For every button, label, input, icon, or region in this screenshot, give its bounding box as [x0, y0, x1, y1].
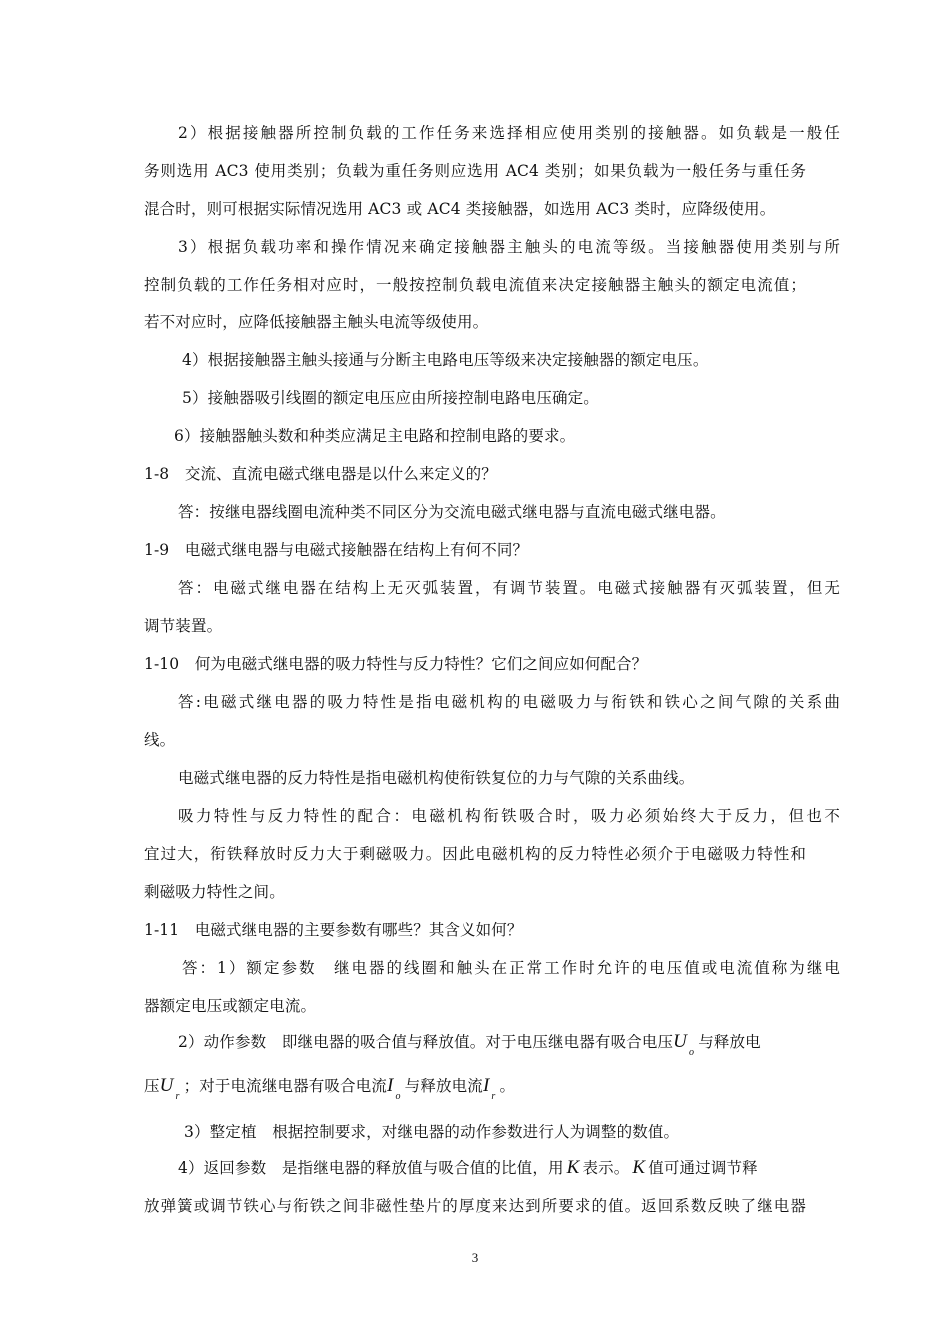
- paragraph-line: 控制负载的工作任务相对应时，一般按控制负载电流值来决定接触器主触头的额定电流值；: [144, 276, 806, 294]
- subscript-r: r: [491, 1091, 496, 1102]
- answer-line-action-params: [144, 1031, 840, 1058]
- text-segment: 。: [499, 1077, 516, 1095]
- paragraph-line: 5）接触器吸引线圈的额定电压应由所接控制电路电压确定。: [182, 389, 599, 407]
- symbol-k: K: [566, 1157, 580, 1178]
- paragraph-line: 2）根据接触器所控制负载的工作任务来选择相应使用类别的接触器。如负载是一般任: [178, 124, 840, 142]
- text-segment: 与释放电流: [404, 1077, 483, 1095]
- text-segment: ；对于电流继电器有吸合电流: [183, 1077, 388, 1095]
- answer-line: 调节装置。: [144, 617, 223, 635]
- page-number: 3: [471, 1250, 479, 1265]
- answer-line: 吸力特性与反力特性的配合：电磁机构衔铁吸合时，吸力必须始终大于反力，但也不: [178, 807, 840, 825]
- paragraph-line: 若不对应时，应降低接触器主触头电流等级使用。: [144, 313, 489, 331]
- symbol-k: K: [632, 1157, 646, 1178]
- symbol-u: U: [673, 1031, 688, 1052]
- answer-line: 答：按继电器线圈电流种类不同区分为交流电磁式继电器与直流电磁式继电器。: [178, 503, 726, 521]
- subscript-o: o: [395, 1091, 401, 1102]
- text-segment: 4）返回参数 是指继电器的释放值与吸合值的比值，用: [178, 1159, 564, 1177]
- answer-line: 器额定电压或额定电流。: [144, 997, 317, 1015]
- text-segment: 值可通过调节释: [648, 1159, 758, 1177]
- symbol-i: I: [482, 1075, 490, 1096]
- subscript-r: r: [175, 1091, 180, 1102]
- paragraph-line: 6）接触器触头数和种类应满足主电路和控制电路的要求。: [174, 427, 576, 445]
- question-heading: 1-8 交流、直流电磁式继电器是以什么来定义的？: [144, 465, 497, 483]
- question-heading: 1-9 电磁式继电器与电磁式接触器在结构上有何不同？: [144, 541, 529, 559]
- text-segment: 表示。: [582, 1159, 630, 1177]
- paragraph-line: 混合时，则可根据实际情况选用 AC3 或 AC4 类接触器，如选用 AC3 类时，应降级使用。: [144, 200, 776, 218]
- text-segment: 压: [144, 1077, 160, 1095]
- text-segment: 与释放电: [698, 1033, 761, 1051]
- subscript-o: o: [689, 1047, 695, 1058]
- answer-line-symbols: [144, 1075, 516, 1102]
- paragraph-line: 3）根据负载功率和操作情况来确定接触器主触头的电流等级。当接触器使用类别与所: [178, 238, 840, 256]
- answer-line: 放弹簧或调节铁心与衔铁之间非磁性垫片的厚度来达到所要求的值。返回系数反映了继电器: [144, 1197, 806, 1215]
- answer-line: 答:电磁式继电器的吸力特性是指电磁机构的电磁吸力与衔铁和铁心之间气隙的关系曲: [178, 693, 840, 711]
- paragraph-line: 务则选用 AC3 使用类别；负载为重任务则应选用 AC4 类别；如果负载为一般任务与重任务: [144, 162, 806, 180]
- answer-line: 宜过大，衔铁释放时反力大于剩磁吸力。因此电磁机构的反力特性必须介于电磁吸力特性和: [144, 845, 806, 863]
- answer-line: 电磁式继电器的反力特性是指电磁机构使衔铁复位的力与气隙的关系曲线。: [178, 769, 695, 787]
- symbol-u: U: [159, 1075, 174, 1096]
- question-heading: 1-10 何为电磁式继电器的吸力特性与反力特性？它们之间应如何配合？: [144, 655, 648, 673]
- answer-line: 线。: [144, 731, 176, 749]
- question-heading: 1-11 电磁式继电器的主要参数有哪些？其含义如何？: [144, 921, 523, 939]
- answer-line: 剩磁吸力特性之间。: [144, 883, 285, 901]
- answer-line: 答：电磁式继电器在结构上无灭弧装置，有调节装置。电磁式接触器有灭弧装置，但无: [178, 579, 840, 597]
- paragraph-line: 4）根据接触器主触头接通与分断主电路电压等级来决定接触器的额定电压。: [182, 351, 709, 369]
- text-segment: 2）动作参数 即继电器的吸合值与释放值。对于电压继电器有吸合电压: [178, 1033, 674, 1051]
- answer-line-return-params: [144, 1158, 758, 1178]
- symbol-i: I: [387, 1075, 394, 1096]
- answer-line: 答：1）额定参数 继电器的线圈和触头在正常工作时允许的电压值或电流值称为继电: [182, 959, 840, 977]
- answer-line: 3）整定植 根据控制要求，对继电器的动作参数进行人为调整的数值。: [184, 1123, 680, 1141]
